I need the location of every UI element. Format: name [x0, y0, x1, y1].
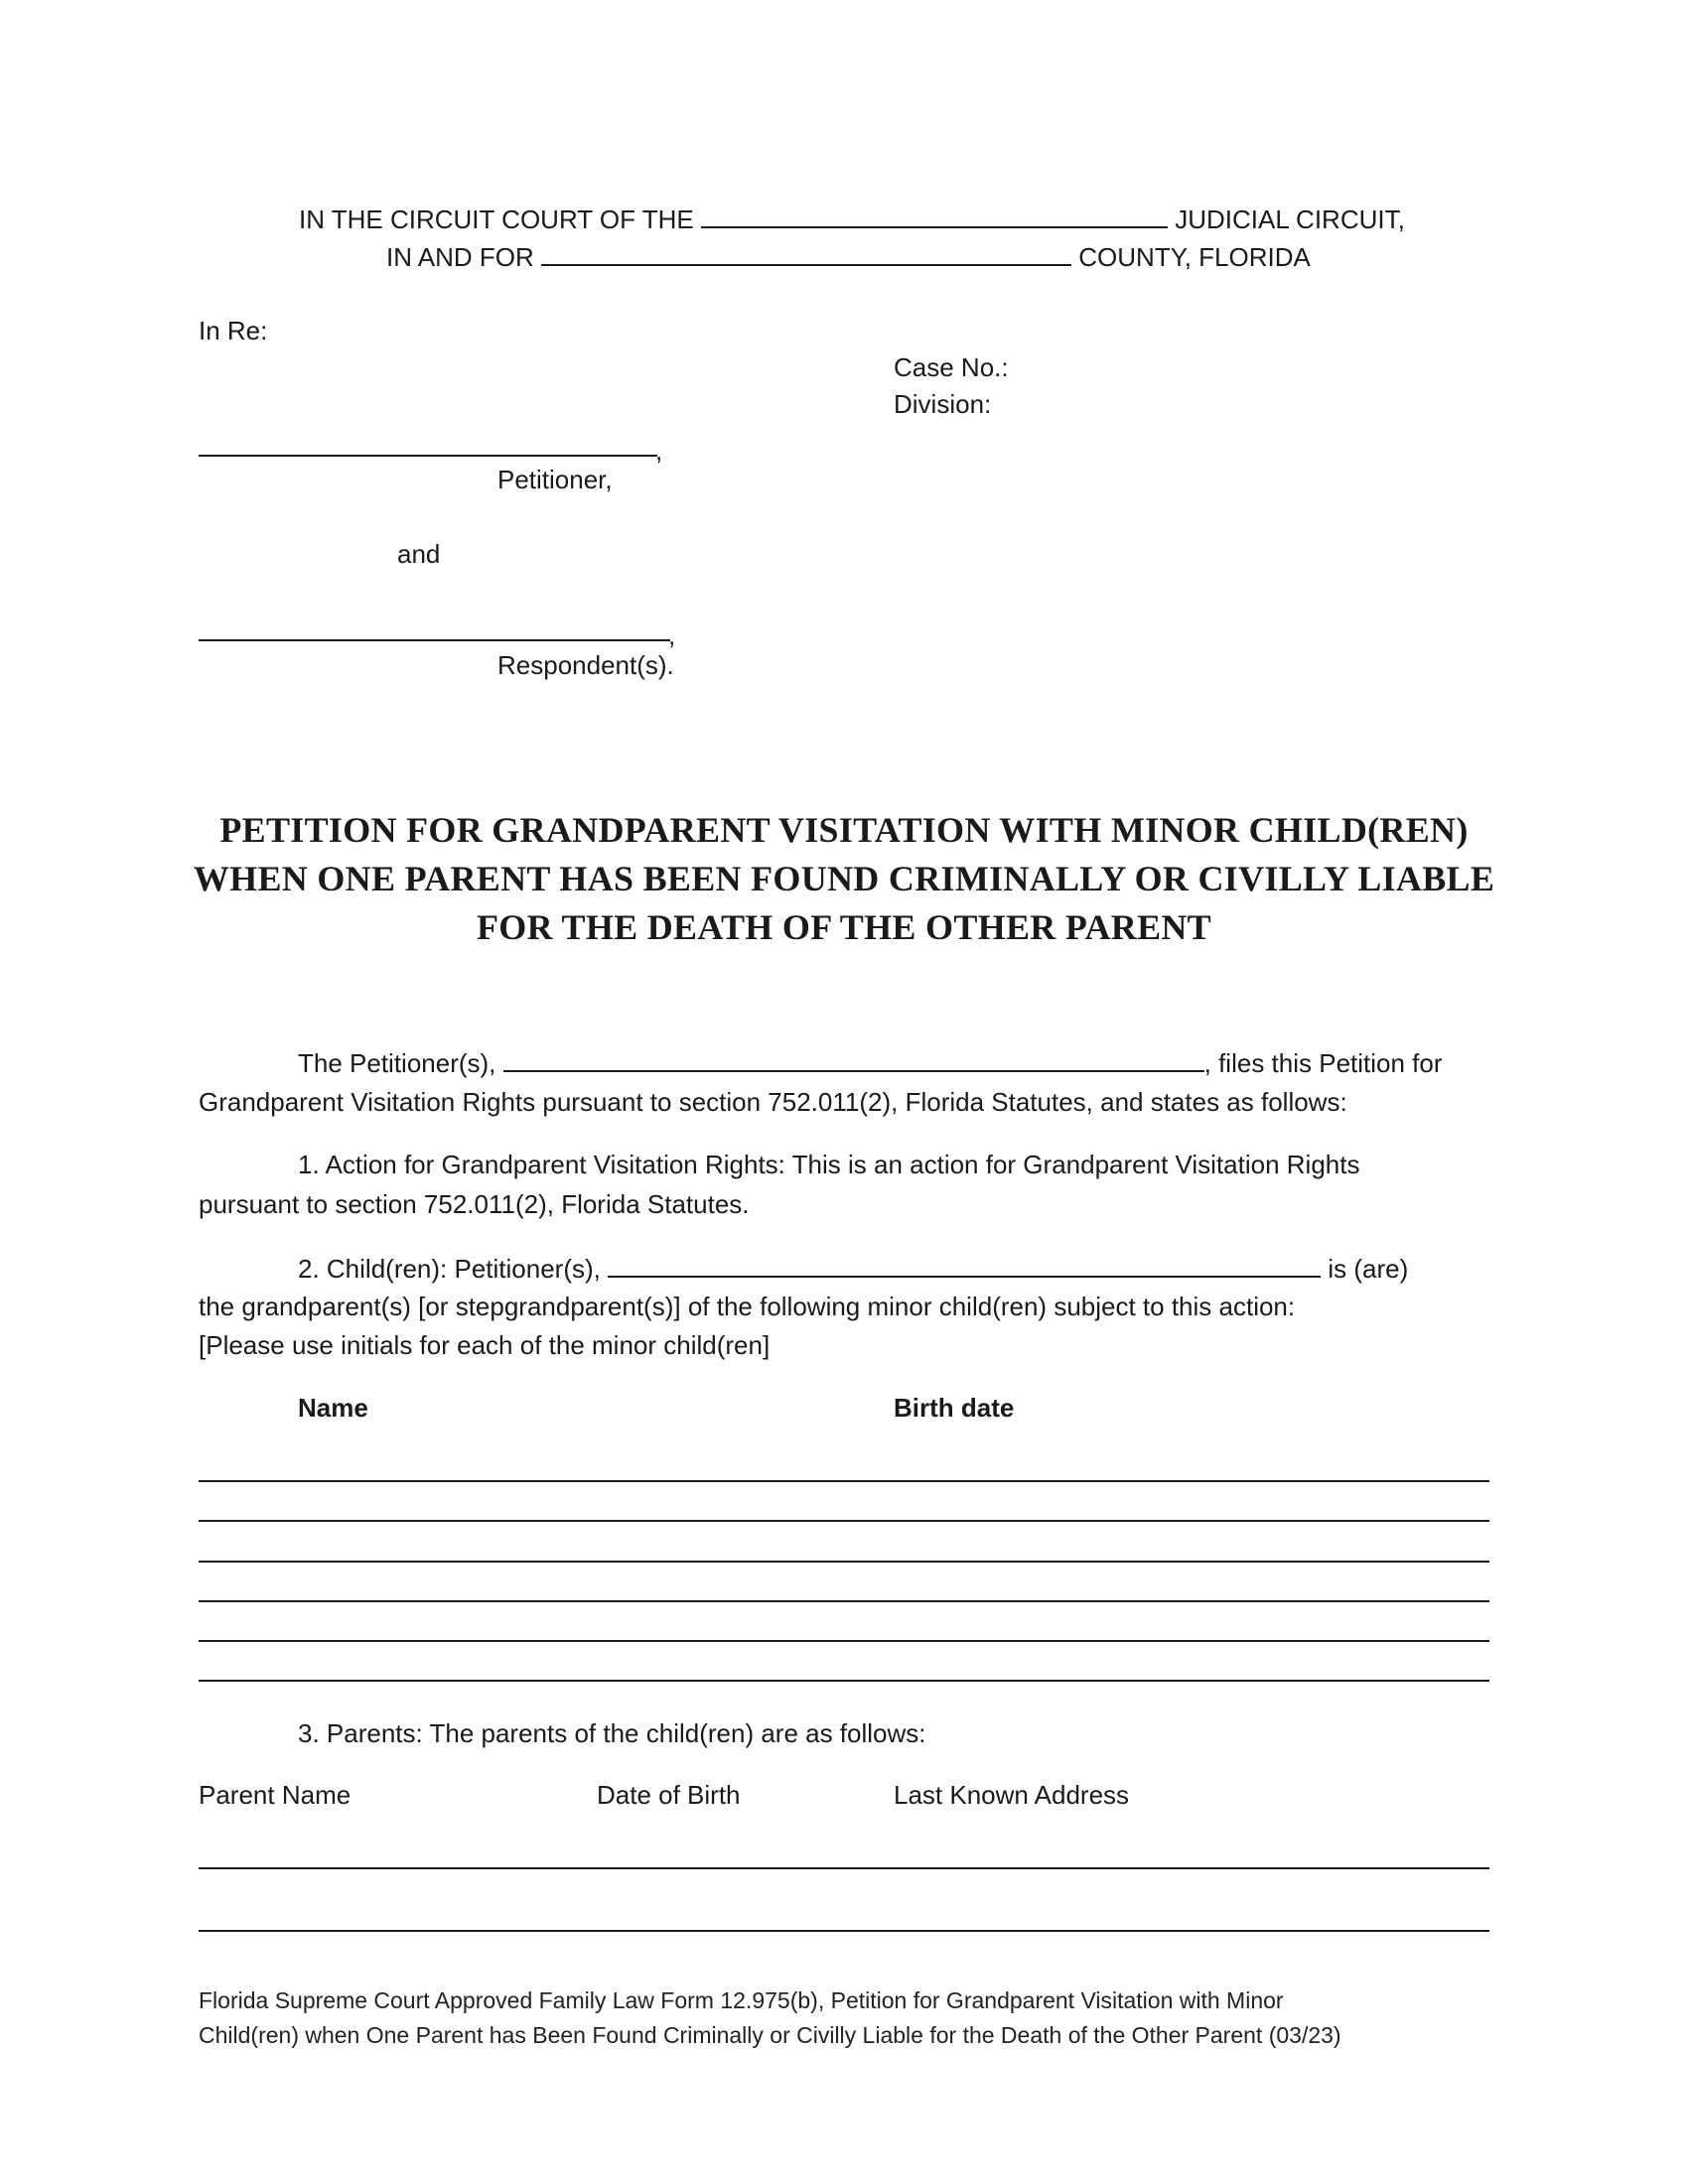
- court-header-line-2: [386, 242, 1311, 270]
- county-prefix: IN AND FOR: [386, 242, 534, 272]
- item-2-line-1: [298, 1254, 1408, 1282]
- county-blank[interactable]: [541, 242, 1071, 266]
- respondent-label: Respondent(s).: [497, 650, 674, 680]
- title-line-3: FOR THE DEATH OF THE OTHER PARENT: [476, 907, 1211, 947]
- footer-line-2: Child(ren) when One Parent has Been Found Criminally or Civilly Liable for the Death of the Other Parent (03/23): [199, 2022, 1341, 2048]
- title-line-2: WHEN ONE PARENT HAS BEEN FOUND CRIMINALLY OR CIVILLY LIABLE: [193, 859, 1495, 898]
- intro-line-2: Grandparent Visitation Rights pursuant to section 752.011(2), Florida Statutes, and states as follows:: [199, 1087, 1347, 1117]
- item-2-line-2: the grandparent(s) [or stepgrandparent(s)] of the following minor child(ren) subject to this action:: [199, 1292, 1296, 1321]
- item-2-prefix: 2. Child(ren): Petitioner(s),: [298, 1254, 601, 1284]
- court-header-prefix: IN THE CIRCUIT COURT OF THE: [299, 205, 694, 234]
- division-label: Division:: [894, 389, 992, 419]
- children-birthdate-header: Birth date: [894, 1393, 1015, 1423]
- respondent-comma: ,: [668, 620, 676, 650]
- parent-address-header: Last Known Address: [894, 1780, 1130, 1810]
- respondent-name-line[interactable]: [199, 639, 670, 641]
- intro-line-1: [298, 1048, 1443, 1076]
- title-line-1: PETITION FOR GRANDPARENT VISITATION WITH MINOR CHILD(REN): [219, 810, 1469, 850]
- petitioner-label: Petitioner,: [497, 465, 613, 494]
- case-number-label: Case No.:: [894, 352, 1009, 382]
- court-header-line-1: [299, 205, 1405, 232]
- petitioner-names-blank[interactable]: [503, 1048, 1204, 1072]
- child-entry-line[interactable]: [199, 1680, 1489, 1682]
- court-header-suffix: JUDICIAL CIRCUIT,: [1175, 205, 1405, 234]
- children-name-header: Name: [298, 1393, 368, 1423]
- county-suffix: COUNTY, FLORIDA: [1078, 242, 1311, 272]
- parent-dob-header: Date of Birth: [597, 1780, 741, 1810]
- grandparent-names-blank[interactable]: [608, 1254, 1321, 1278]
- petitioner-comma: ,: [655, 436, 663, 466]
- document-title: [0, 806, 1688, 952]
- petitioner-name-line[interactable]: [199, 455, 657, 457]
- child-entry-line[interactable]: [199, 1640, 1489, 1642]
- item-3-line-1: 3. Parents: The parents of the child(ren) are as follows:: [298, 1718, 926, 1748]
- footer-line-1: Florida Supreme Court Approved Family Law Form 12.975(b), Petition for Grandparent Visitation with Minor: [199, 1987, 1284, 2013]
- child-entry-line[interactable]: [199, 1600, 1489, 1602]
- parent-entry-line[interactable]: [199, 1930, 1489, 1932]
- child-entry-line[interactable]: [199, 1480, 1489, 1482]
- item-1-line-2: pursuant to section 752.011(2), Florida Statutes.: [199, 1189, 750, 1219]
- child-entry-line[interactable]: [199, 1561, 1489, 1563]
- item-2-suffix: is (are): [1328, 1254, 1409, 1284]
- item-2-line-3: [Please use initials for each of the minor child(ren]: [199, 1330, 771, 1360]
- child-entry-line[interactable]: [199, 1520, 1489, 1522]
- parent-entry-line[interactable]: [199, 1867, 1489, 1869]
- judicial-circuit-blank[interactable]: [701, 205, 1168, 228]
- and-label: and: [397, 539, 441, 569]
- in-re-label: In Re:: [199, 316, 268, 345]
- intro-suffix: , files this Petition for: [1203, 1048, 1443, 1078]
- parent-name-header: Parent Name: [199, 1780, 352, 1810]
- item-1-line-1: 1. Action for Grandparent Visitation Rights: This is an action for Grandparent Visitation Rights: [298, 1150, 1360, 1179]
- intro-prefix: The Petitioner(s),: [298, 1048, 496, 1078]
